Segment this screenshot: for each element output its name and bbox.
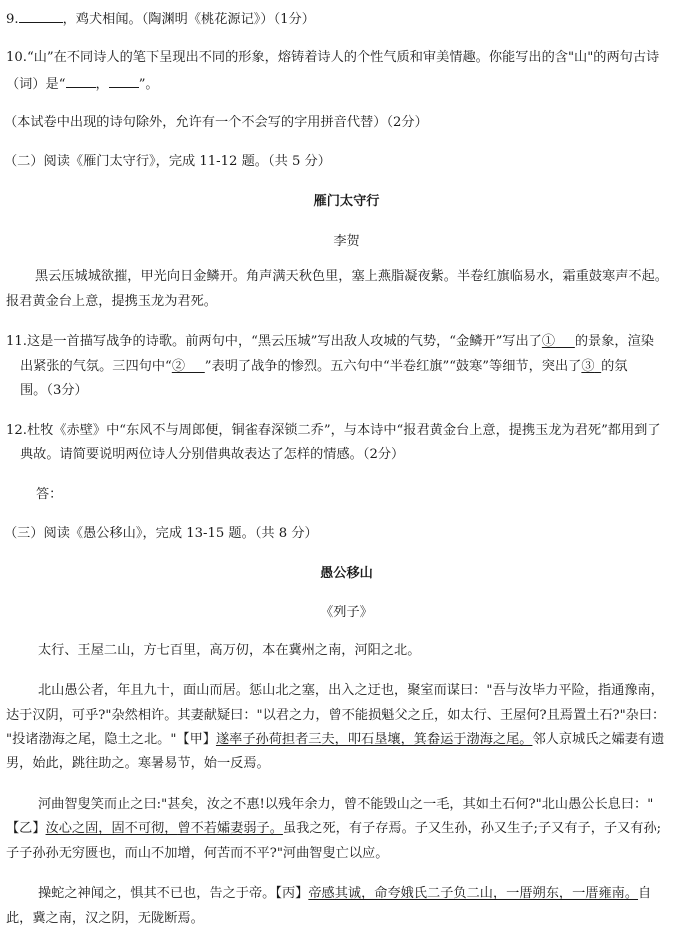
p3-text: 虽我之死，有子存焉。子又生孙，孙又生子;子又有子，子又有孙; — [282, 821, 662, 836]
q9-number: 9. — [6, 12, 19, 27]
essay-p3-line2 — [6, 820, 661, 838]
q11-blank-1[interactable]: ① — [541, 334, 556, 349]
question-12-answer-label: 答： — [36, 487, 63, 502]
p2-text-b: 邻人京城氏之孀妻有遗 — [532, 732, 665, 747]
essay-p4-line1 — [38, 885, 651, 903]
passage-yi-underlined-1: 汝心之固，固不可彻， — [45, 821, 178, 836]
q11-blank-3[interactable]: ③ — [581, 359, 595, 374]
q10-suffix: ”。 — [138, 77, 159, 92]
poem-line-2: 报君黄金台上意，提携玉龙为君死。 — [6, 294, 217, 309]
essay-p4-line2: 此，冀之南，汉之阴，无陇断焉。 — [6, 911, 204, 926]
section-2-heading: （二）阅读《雁门太守行》，完成 11-12 题。（共 5 分） — [4, 154, 331, 169]
q9-text: ，鸡犬相闻。（陶渊明《桃花源记》）（1分） — [62, 12, 315, 27]
essay-author: 《列子》 — [320, 605, 373, 620]
question-10-note: （本试卷中出现的诗句除外，允许有一个不会写的字用拼音代替）（2分） — [4, 115, 428, 130]
q11-text-c: 出紧张的气氛。三四句中“ — [20, 359, 172, 374]
essay-p2-line3 — [6, 731, 664, 749]
essay-p2-line1: 北山愚公者，年且九十，面山而居。惩山北之塞，出入之迂也，聚室而谋曰："吾与汝毕力平险，指通豫南， — [38, 683, 664, 698]
q9-blank[interactable] — [19, 9, 63, 23]
passage-yi-underlined-2: 曾不若孀妻弱子。 — [177, 821, 283, 836]
poem-line-1: 黑云压城城欲摧，甲光向日金鳞开。角声满天秋色里，塞上燕脂凝夜紫。半卷红旗临易水，霜重鼓寒声不起。 — [35, 269, 668, 284]
essay-p3-line1: 河曲智叟笑而止之曰:"甚矣，汝之不惠!以残年余力，曾不能毁山之一毛，其如土石何?"北山愚公长息曰：" — [38, 797, 654, 812]
passage-bing-underlined: 帝感其诚，命夸娥氏二子负二山，一厝朔东，一厝雍南。 — [308, 886, 639, 901]
question-11-line1 — [6, 333, 654, 351]
question-11-line3: 围。（3分） — [20, 383, 88, 398]
question-10-line2 — [6, 74, 159, 94]
q11-text-b: 的景象，渲染 — [574, 334, 654, 349]
poem-author: 李贺 — [333, 234, 360, 249]
q10-blank-2[interactable] — [109, 74, 139, 88]
essay-p3-line3: 子子孙孙无穷匮也，而山不加增，何苦而不平?"河曲智叟亡以应。 — [6, 846, 389, 861]
p3-marker: 【乙】 — [6, 821, 46, 836]
question-11-line2 — [20, 358, 628, 376]
q11-text-e: 的氛 — [601, 359, 628, 374]
section-3-heading: （三）阅读《愚公移山》，完成 13-15 题。（共 8 分） — [4, 526, 318, 541]
q11-blank-2[interactable]: ② — [171, 359, 185, 374]
q10-prefix: （词）是“ — [6, 77, 66, 92]
q10-blank-1[interactable] — [66, 74, 96, 88]
q10-comma: ， — [95, 77, 109, 92]
passage-jia-underlined: 遂率子孙荷担者三夫，叩石垦壤，箕畚运于渤海之尾。 — [215, 732, 533, 747]
question-12-line2: 典故。请简要说明两位诗人分别借典故表达了怎样的情感。（2分） — [20, 447, 405, 462]
question-10-line1: 10.“山”在不同诗人的笔下呈现出不同的形象，熔铸着诗人的个性气质和审美情趣。你能写出的含"山"的两句古诗 — [6, 50, 660, 65]
essay-paragraph-1: 太行、王屋二山，方七百里，高万仞，本在冀州之南，河阳之北。 — [38, 643, 421, 658]
essay-p2-line4: 男，始此，跳往助之。寒暑易节，始一反焉。 — [6, 756, 270, 771]
question-12-line1: 12.杜牧《赤壁》中“东风不与周郎便，铜雀春深锁二乔”，与本诗中“报君黄金台上意，提携玉龙为君死”都用到了 — [6, 423, 661, 438]
poem-title: 雁门太守行 — [313, 194, 380, 209]
q11-text-d: ”表明了战争的惨烈。五六句中“半卷红旗”“鼓寒”等细节，突出了 — [204, 359, 582, 374]
q11-text-a: 11.这是一首描写战争的诗歌。前两句中，“黑云压城”写出敌人攻城的气势，“金鳞开”写出了 — [6, 334, 542, 349]
essay-title: 愚公移山 — [320, 566, 373, 581]
p4-text-b: 自 — [638, 886, 652, 901]
question-9 — [6, 9, 315, 29]
p4-text-a: 操蛇之神闻之，惧其不已也，告之于帝。【丙】 — [38, 886, 309, 901]
p2-text-a: "投诸渤海之尾，隐土之北。"【甲】 — [6, 732, 216, 747]
essay-p2-line2: 达于汉阴，可乎?"杂然相许。其妻献疑曰："以君之力，曾不能损魁父之丘，如太行、王屋何?且焉置土石?"杂曰： — [6, 708, 666, 723]
